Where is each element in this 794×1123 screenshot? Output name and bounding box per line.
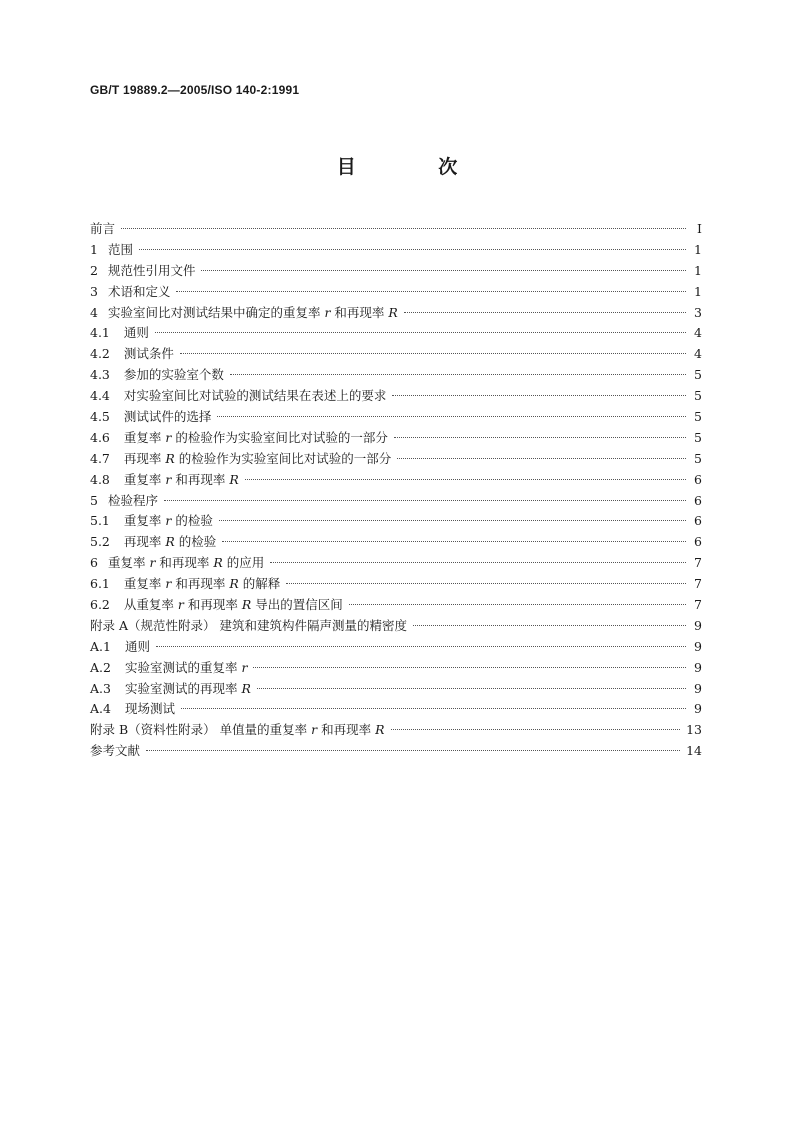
toc-entry-page: 3: [694, 304, 702, 320]
toc-entry-label: 参加的实验室个数: [123, 367, 224, 383]
toc-entry-number: 6.1: [90, 576, 110, 592]
toc-entry-page: 9: [694, 617, 702, 633]
toc-entry-number: 1: [90, 241, 98, 257]
toc-entry-number: 5.1: [90, 513, 110, 529]
toc-entry-label: 重复率 r 和再现率 R 的解释: [123, 576, 281, 592]
toc-dot-leader: [349, 604, 686, 605]
toc-entry-number: 6.2: [90, 597, 110, 613]
toc-entry-page: 9: [694, 638, 702, 654]
toc-dot-leader: [270, 562, 686, 563]
toc-entry-number: A.1: [90, 638, 111, 654]
toc-entry-label: 从重复率 r 和再现率 R 导出的置信区间: [123, 597, 343, 613]
toc-entry-page: 7: [694, 597, 702, 613]
toc-dot-leader: [139, 249, 686, 250]
toc-entry[interactable]: [90, 699, 702, 720]
toc-entry-page: 9: [694, 680, 702, 696]
toc-entry[interactable]: [90, 261, 702, 282]
toc-dot-leader: [121, 228, 686, 229]
toc-entry-label: 参考文献: [90, 743, 141, 759]
toc-entry-label: 附录 A（规范性附录） 建筑和建筑构件隔声测量的精密度: [90, 617, 407, 633]
toc-entry[interactable]: [90, 616, 702, 637]
toc-entry-label: 实验室间比对测试结果中确定的重复率 r 和再现率 R: [107, 304, 398, 320]
toc-entry-page: 6: [694, 534, 702, 550]
toc-entry-page: 5: [694, 429, 702, 445]
toc-entry-label: 重复率 r 和再现率 R 的应用: [107, 555, 265, 571]
toc-entry-number: 2: [90, 262, 98, 278]
toc-entry-label: 术语和定义: [107, 283, 171, 299]
toc-entry-number: 4.7: [90, 450, 110, 466]
toc-entry-label: 重复率 r 和再现率 R: [123, 471, 239, 487]
toc-dot-leader: [397, 458, 686, 459]
toc-dot-leader: [217, 416, 686, 417]
toc-entry-number: 4.8: [90, 471, 110, 487]
toc-entry-page: 5: [694, 388, 702, 404]
toc-entry[interactable]: [90, 720, 702, 741]
toc-entry-label: 再现率 R 的检验作为实验室间比对试验的一部分: [123, 450, 392, 466]
toc-entry-page: 4: [694, 325, 702, 341]
toc-entry[interactable]: [90, 553, 702, 574]
toc-entry-page: Ⅰ: [697, 221, 702, 236]
toc-entry-number: 4.1: [90, 325, 110, 341]
toc-entry-label: 通则: [123, 325, 149, 341]
toc-entry-label: 重复率 r 的检验作为实验室间比对试验的一部分: [123, 429, 388, 445]
toc-entry-page: 4: [694, 346, 702, 362]
standard-code-header: GB/T 19889.2—2005/ISO 140-2:1991: [90, 83, 300, 97]
toc-entry-number: A.3: [90, 680, 111, 696]
toc-entry-number: 6: [90, 555, 98, 571]
toc-entry-label: 重复率 r 的检验: [123, 513, 213, 529]
toc-entry[interactable]: [90, 679, 702, 700]
toc-entry-label: 测试条件: [123, 346, 174, 362]
toc-entry[interactable]: [90, 323, 702, 344]
toc-dot-leader: [394, 437, 686, 438]
toc-entry-label: 附录 B（资料性附录） 单值量的重复率 r 和再现率 R: [90, 722, 385, 738]
toc-dot-leader: [181, 708, 686, 709]
toc-entry[interactable]: [90, 595, 702, 616]
toc-entry-label: 通则: [124, 638, 150, 654]
toc-entry[interactable]: [90, 449, 702, 470]
toc-dot-leader: [156, 646, 686, 647]
toc-entry[interactable]: [90, 491, 702, 512]
toc-entry-number: 4.2: [90, 346, 110, 362]
toc-entry-page: 7: [694, 576, 702, 592]
toc-entry[interactable]: [90, 637, 702, 658]
toc-entry-label: 实验室测试的重复率 r: [124, 659, 248, 675]
toc-dot-leader: [404, 312, 686, 313]
toc-entry-label: 范围: [107, 241, 133, 257]
toc-dot-leader: [413, 625, 686, 626]
toc-entry[interactable]: [90, 511, 702, 532]
toc-dot-leader: [257, 688, 686, 689]
table-of-contents: [90, 219, 702, 762]
toc-entry-page: 14: [686, 743, 702, 759]
toc-entry[interactable]: [90, 407, 702, 428]
toc-dot-leader: [155, 332, 686, 333]
toc-entry-page: 5: [694, 409, 702, 425]
toc-dot-leader: [180, 353, 686, 354]
toc-entry-number: 4.6: [90, 429, 110, 445]
toc-dot-leader: [392, 395, 686, 396]
toc-entry-number: 3: [90, 283, 98, 299]
toc-dot-leader: [164, 500, 686, 501]
toc-entry-page: 6: [694, 471, 702, 487]
toc-entry-label: 前言: [90, 221, 116, 236]
toc-entry[interactable]: [90, 365, 702, 386]
toc-entry[interactable]: [90, 428, 702, 449]
toc-entry[interactable]: [90, 470, 702, 491]
toc-dot-leader: [146, 750, 680, 751]
toc-entry-number: 5.2: [90, 534, 110, 550]
toc-entry-page: 6: [694, 492, 702, 508]
toc-entry[interactable]: [90, 282, 702, 303]
toc-entry[interactable]: [90, 574, 702, 595]
toc-entry-label: 实验室测试的再现率 R: [124, 680, 251, 696]
toc-entry-number: 5: [90, 492, 98, 508]
toc-entry-number: 4.4: [90, 388, 110, 404]
toc-dot-leader: [286, 583, 686, 584]
toc-entry-number: A.2: [90, 659, 111, 675]
toc-dot-leader: [230, 374, 686, 375]
toc-dot-leader: [201, 270, 686, 271]
toc-entry-label: 对实验室间比对试验的测试结果在表述上的要求: [123, 388, 387, 404]
toc-entry-page: 1: [694, 283, 702, 299]
toc-dot-leader: [391, 729, 681, 730]
toc-entry-label: 规范性引用文件: [107, 262, 196, 278]
toc-entry[interactable]: [90, 532, 702, 553]
toc-entry-label: 测试试件的选择: [123, 409, 212, 425]
toc-entry[interactable]: [90, 344, 702, 365]
toc-dot-leader: [245, 479, 686, 480]
toc-entry-page: 6: [694, 513, 702, 529]
toc-dot-leader: [222, 541, 686, 542]
toc-entry-page: 5: [694, 367, 702, 383]
page-title: 目 次: [336, 156, 496, 178]
toc-entry[interactable]: [90, 386, 702, 407]
toc-entry-number: 4.3: [90, 367, 110, 383]
toc-entry-number: 4.5: [90, 409, 110, 425]
toc-entry-number: A.4: [90, 701, 111, 717]
toc-entry-label: 再现率 R 的检验: [123, 534, 217, 550]
toc-dot-leader: [219, 520, 686, 521]
toc-entry-label: 现场测试: [124, 701, 175, 717]
toc-entry-label: 检验程序: [107, 492, 158, 508]
toc-entry-page: 9: [694, 701, 702, 717]
toc-entry-page: 1: [694, 241, 702, 257]
toc-entry-page: 5: [694, 450, 702, 466]
toc-entry[interactable]: [90, 303, 702, 324]
toc-dot-leader: [253, 667, 686, 668]
toc-dot-leader: [176, 291, 686, 292]
toc-entry-page: 13: [686, 722, 702, 738]
toc-entry-page: 7: [694, 555, 702, 571]
toc-entry-page: 9: [694, 659, 702, 675]
toc-entry[interactable]: [90, 741, 702, 762]
toc-entry-page: 1: [694, 262, 702, 278]
toc-entry[interactable]: [90, 240, 702, 261]
toc-entry-number: 4: [90, 304, 98, 320]
toc-entry[interactable]: [90, 658, 702, 679]
toc-entry[interactable]: [90, 219, 702, 240]
